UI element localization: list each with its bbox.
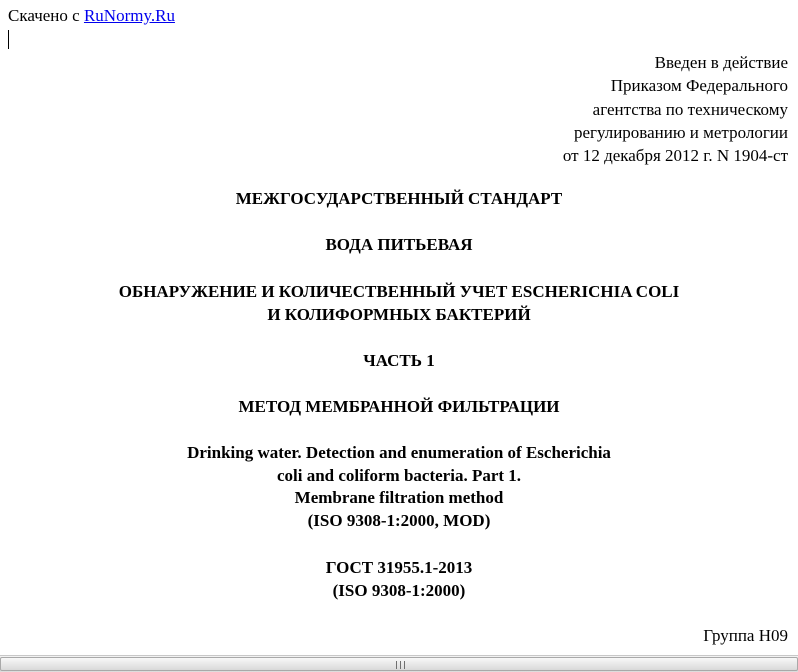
source-prefix: Скачено с xyxy=(8,6,84,25)
grip-icon xyxy=(396,661,405,669)
subject-heading: ВОДА ПИТЬЕВАЯ xyxy=(325,235,473,254)
standard-type-heading: МЕЖГОСУДАРСТВЕННЫЙ СТАНДАРТ xyxy=(235,189,563,208)
english-title-line: Membrane filtration method xyxy=(294,488,504,507)
english-title-line: coli and coliform bacteria. Part 1. xyxy=(276,465,522,485)
english-title xyxy=(0,442,798,532)
document-title xyxy=(0,281,798,326)
horizontal-scrollbar[interactable] xyxy=(0,655,798,672)
source-link[interactable]: RuNormy.Ru xyxy=(83,6,175,25)
english-title-line: (ISO 9308-1:2000, MOD) xyxy=(307,510,491,530)
enactment-line: Введен в действие xyxy=(654,53,788,72)
method-heading: МЕТОД МЕМБРАННОЙ ФИЛЬТРАЦИИ xyxy=(238,397,560,416)
scrollbar-thumb[interactable] xyxy=(0,657,798,671)
part-heading: ЧАСТЬ 1 xyxy=(363,351,435,370)
title-line: И КОЛИФОРМНЫХ БАКТЕРИЙ xyxy=(267,304,531,324)
title-line: ОБНАРУЖЕНИЕ И КОЛИЧЕСТВЕННЫЙ УЧЕТ ESCHERICHIA COLI xyxy=(118,282,680,301)
classification-group: Группа Н09 xyxy=(703,626,788,645)
enactment-line: регулированию и метрологии xyxy=(573,122,788,142)
gost-line: ГОСТ 31955.1-2013 xyxy=(325,558,473,577)
source-line xyxy=(8,6,175,26)
text-cursor xyxy=(8,30,9,49)
enactment-line: Приказом Федерального xyxy=(610,76,788,96)
enactment-line: агентства по техническому xyxy=(592,99,788,119)
gost-designation xyxy=(0,557,798,602)
enactment-line: от 12 декабря 2012 г. N 1904-ст xyxy=(562,146,788,166)
enactment-block xyxy=(563,51,788,167)
english-title-line: Drinking water. Detection and enumeration of Escherichia xyxy=(187,443,611,462)
gost-line: (ISO 9308-1:2000) xyxy=(332,580,466,600)
